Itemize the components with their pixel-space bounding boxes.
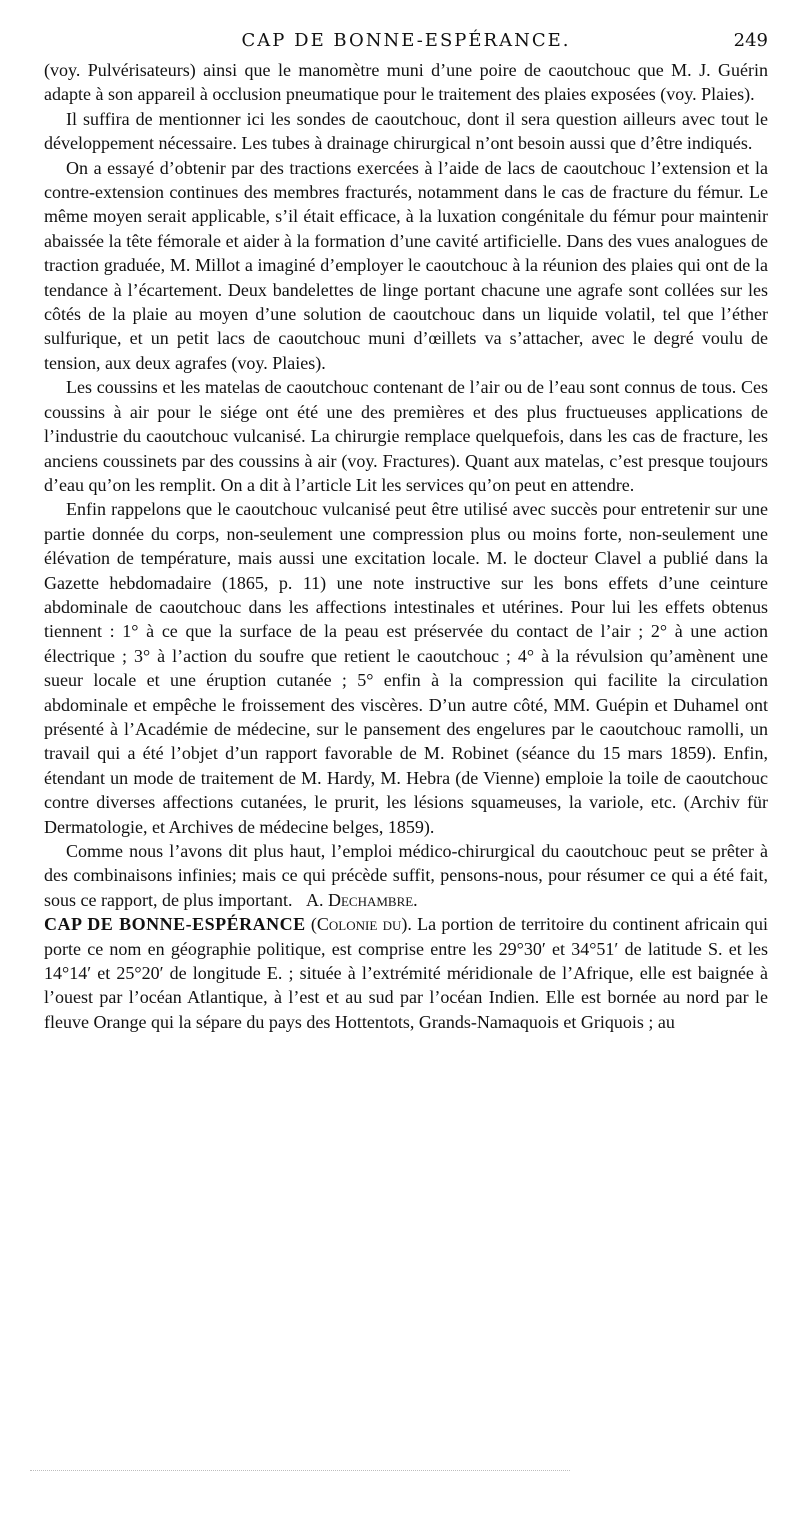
paragraph-1: (voy. Pulvérisateurs) ainsi que le manomètre muni d’une poire de caoutchouc que M. J. Guérin adapte à son appareil à occlusion pneumatique pour le traitement des plaies exposées (voy. Plaies). [44,60,768,105]
paragraph-4: Les coussins et les matelas de caoutchouc contenant de l’air ou de l’eau sont connus de tous. Ces coussins à air pour le siége ont été une des premières et des plus fructueuses applications de l’industrie du caoutchouc vulcanisé. La chirurgie remplace quelquefois, dans les cas de fracture, les anciens coussinets par des coussins à air (voy. Fractures). Quant aux matelas, c’est presque toujours d’eau qu’on les remplit. On a dit à l’article Lit les services qu’on peut en attendre. [44,377,768,495]
entry-qualifier: (Colonie du). [310,914,412,935]
page [44,28,768,1034]
page-number: 249 [733,30,768,51]
paragraph-6-text: Comme nous l’avons dit plus haut, l’emploi médico-chirurgical du caoutchouc peut se prêter à des combinaisons infinies; mais ce qui précède suffit, pensons-nous, pour résumer ce qui a été fait, sous ce rapport, de plus important. [44,841,768,910]
paragraph-5: Enfin rappelons que le caoutchouc vulcanisé peut être utilisé avec succès pour entretenir sur une partie donnée du corps, non-seulement une compression plus ou moins forte, non-seulement une élévation de température, mais aussi une excitation locale. M. le docteur Clavel a publié dans la Gazette hebdomadaire (1865, p. 11) une note instructive sur les bons effets d’une ceinture abdominale de caoutchouc dans les affections intestinales et utérines. Pour lui les effets obtenus tiennent : 1° à ce que la surface de la peau est préservée du contact de l’air ; 2° à une action électrique ; 3° à l’action du soufre que retient le caoutchouc ; 4° à la révulsion qu’amènent une sueur locale et une éruption cutanée ; 5° enfin à la compression qui facilite la circulation abdominale et empêche le froissement des viscères. D’un autre côté, MM. Guépin et Duhamel ont présenté à l’Académie de médecine, sur le pansement des engelures par le caoutchouc ramolli, un travail qui a été l’objet d’un rapport favorable de M. Robinet (séance du 15 mars 1859). Enfin, étendant un mode de traitement de M. Hardy, M. Hebra (de Vienne) emploie la toile de caoutchouc contre diverses affections cutanées, le prurit, les lésions squameuses, la variole, etc. (Archiv für Dermatologie, et Archives de médecine belges, 1859). [44,499,768,837]
paragraph-6 [44,839,768,912]
article-body [44,58,768,1034]
dictionary-entry [44,912,768,1034]
paragraph-3: On a essayé d’obtenir par des tractions exercées à l’aide de lacs de caoutchouc l’extension et la contre-extension continues des membres fracturés, notamment dans le cas de fracture du fémur. Le même moyen serait applicable, s’il était efficace, à la luxation congénitale du fémur pour maintenir abaissée la tête fémorale et aider à la formation d’une cavité artificielle. Dans des vues analogues de traction graduée, M. Millot a imaginé d’employer le caoutchouc à la réunion des plaies qui ont de la tendance à l’écartement. Deux bandelettes de linge portant chacune une agrafe sont collées sur les côtés de la plaie au moyen d’une solution de caoutchouc dans un liquide volatil, tel que l’éther sulfurique, et un petit lacs de caoutchouc muni d’œillets va s’attacher, avec le degré voulu de tension, aux deux agrafes (voy. Plaies). [44,157,768,373]
scan-artifact-line [30,1470,570,1472]
paragraph-2: Il suffira de mentionner ici les sondes de caoutchouc, dont il sera question ailleurs avec tout le développement nécessaire. Les tubes à drainage chirurgical n’ont besoin aussi que d’être indiqués. [44,108,768,154]
running-header [44,28,768,58]
running-title: CAP DE BONNE-ESPÉRANCE. [241,30,571,51]
author-signature: A. Dechambre. [305,889,418,910]
entry-text: La portion de territoire du continent africain qui porte ce nom en géographie politique, est comprise entre les 29°30′ et 34°51′ de latitude S. et les 14°14′ et 25°20′ de longitude E. ; située à l’extrémité méridionale de l’Afrique, elle est baignée à l’ouest par l’océan Atlantique, à l’est et au sud par l’océan Indien. Elle est bornée au nord par le fleuve Orange qui la sépare du pays des Hottentots, Grands-Namaquois et Griquois ; au [44,914,769,1032]
entry-headword: CAP DE BONNE-ESPÉRANCE [44,914,306,935]
